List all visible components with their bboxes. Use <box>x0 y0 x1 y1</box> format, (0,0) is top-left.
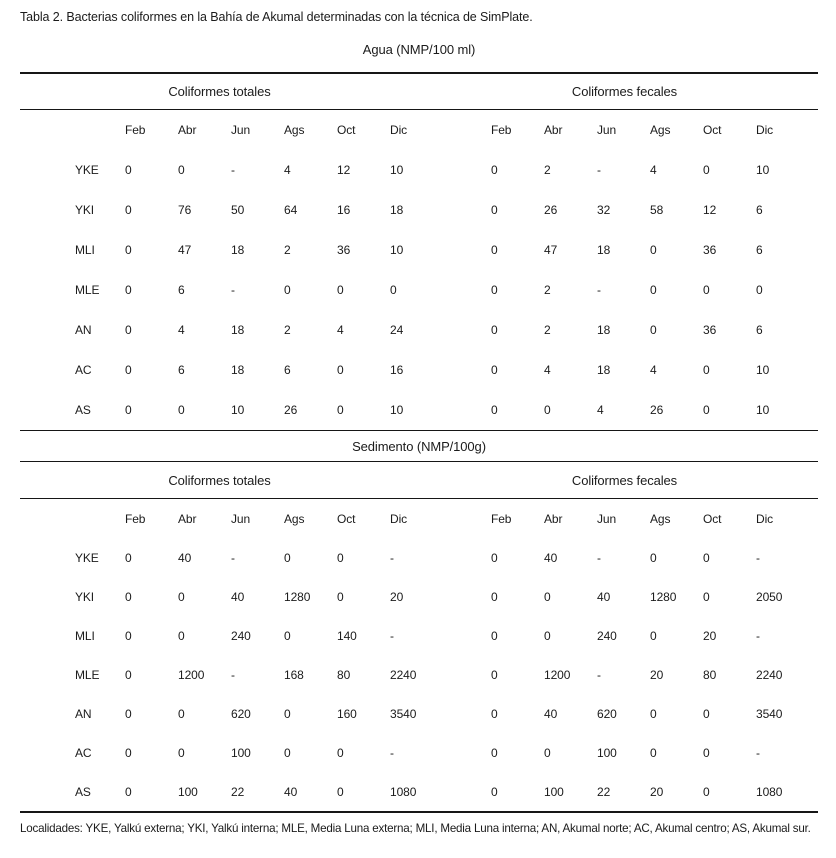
value-cell: 0 <box>650 243 657 257</box>
value-cell: 1080 <box>756 784 783 799</box>
value-cell: 2 <box>544 163 551 177</box>
value-cell: - <box>597 667 601 682</box>
value-cell: 18 <box>597 323 611 337</box>
value-cell: 22 <box>597 784 611 799</box>
month-header: Jun <box>597 123 617 137</box>
value-cell: 6 <box>756 323 763 337</box>
value-cell: 2 <box>544 283 551 297</box>
value-cell: 40 <box>544 550 558 565</box>
value-cell: 2 <box>284 243 291 257</box>
month-header: Ags <box>650 123 671 137</box>
value-cell: - <box>390 550 394 565</box>
value-cell: 0 <box>703 403 710 417</box>
value-cell: - <box>756 745 760 760</box>
site-label: YKE <box>75 550 99 565</box>
group-header-row <box>20 74 818 109</box>
value-cell: 0 <box>703 745 710 760</box>
site-label: AS <box>75 784 91 799</box>
value-cell: 160 <box>337 706 357 721</box>
table-row <box>20 390 809 430</box>
value-cell: 0 <box>650 550 657 565</box>
value-cell: 10 <box>756 403 770 417</box>
value-cell: 10 <box>390 403 404 417</box>
table-row <box>20 310 809 350</box>
value-cell: 0 <box>544 589 551 604</box>
value-cell: 24 <box>390 323 404 337</box>
month-header: Ags <box>284 123 305 137</box>
value-cell: 4 <box>178 323 185 337</box>
value-cell: 18 <box>390 203 404 217</box>
value-cell: - <box>597 283 601 297</box>
value-cell: 100 <box>178 784 198 799</box>
value-cell: 20 <box>390 589 404 604</box>
value-cell: 0 <box>544 628 551 643</box>
value-cell: 0 <box>491 163 498 177</box>
value-cell: 0 <box>703 283 710 297</box>
value-cell: 1080 <box>390 784 417 799</box>
value-cell: 0 <box>337 403 344 417</box>
month-header: Abr <box>544 123 563 137</box>
value-cell: 0 <box>544 745 551 760</box>
table-row <box>20 350 809 390</box>
value-cell: 4 <box>650 363 657 377</box>
month-header: Abr <box>178 511 197 526</box>
value-cell: 47 <box>544 243 558 257</box>
site-label: YKI <box>75 589 95 604</box>
value-cell: 0 <box>491 706 498 721</box>
value-cell: 40 <box>231 589 245 604</box>
value-cell: 18 <box>231 323 245 337</box>
section-agua <box>20 32 818 431</box>
value-cell: 0 <box>284 745 291 760</box>
value-cell: 100 <box>231 745 251 760</box>
value-cell: 0 <box>284 706 291 721</box>
site-label: MLI <box>75 628 95 643</box>
value-cell: 18 <box>597 243 611 257</box>
corner-cell <box>20 110 125 150</box>
value-cell: 240 <box>231 628 251 643</box>
month-header: Oct <box>703 511 722 526</box>
table-row <box>20 733 809 772</box>
value-cell: 0 <box>125 323 132 337</box>
value-cell: 0 <box>491 243 498 257</box>
site-label: MLE <box>75 667 100 682</box>
site-label: AS <box>75 403 91 417</box>
value-cell: 26 <box>650 403 664 417</box>
value-cell: - <box>231 550 235 565</box>
value-cell: 0 <box>756 283 763 297</box>
value-cell: 0 <box>703 363 710 377</box>
section-sedimento <box>20 431 818 813</box>
group-header-row <box>20 462 818 498</box>
month-header: Ags <box>650 511 671 526</box>
value-cell: 0 <box>703 784 710 799</box>
value-cell: 10 <box>231 403 245 417</box>
value-cell: 18 <box>597 363 611 377</box>
value-cell: 36 <box>337 243 351 257</box>
month-header: Dic <box>756 123 774 137</box>
value-cell: 0 <box>650 745 657 760</box>
month-header: Feb <box>125 511 146 526</box>
value-cell: 0 <box>650 283 657 297</box>
value-cell: 0 <box>125 628 132 643</box>
data-table-sedimento <box>20 499 809 811</box>
value-cell: - <box>231 283 235 297</box>
value-cell: 0 <box>125 589 132 604</box>
table-caption: Tabla 2. Bacterias coliformes en la Bahía de Akumal determinadas con la técnica de SimPlate. <box>20 10 533 24</box>
value-cell: 100 <box>544 784 564 799</box>
table-row <box>20 616 809 655</box>
value-cell: 0 <box>178 706 185 721</box>
value-cell: 2240 <box>756 667 783 682</box>
value-cell: 36 <box>703 323 717 337</box>
value-cell: 0 <box>284 550 291 565</box>
value-cell: 20 <box>650 667 664 682</box>
value-cell: 0 <box>390 283 397 297</box>
group-header-totales: Coliformes totales <box>168 84 271 99</box>
site-label: MLI <box>75 243 95 257</box>
value-cell: 168 <box>284 667 304 682</box>
value-cell: 4 <box>544 363 551 377</box>
value-cell: 1280 <box>650 589 677 604</box>
month-header: Feb <box>491 123 512 137</box>
value-cell: 6 <box>284 363 291 377</box>
value-cell: 36 <box>703 243 717 257</box>
value-cell: 40 <box>597 589 611 604</box>
value-cell: 0 <box>491 589 498 604</box>
value-cell: 26 <box>284 403 298 417</box>
value-cell: 2 <box>284 323 291 337</box>
value-cell: 0 <box>337 550 344 565</box>
value-cell: 0 <box>491 283 498 297</box>
table-row <box>20 655 809 694</box>
month-header: Oct <box>703 123 722 137</box>
value-cell: 0 <box>491 784 498 799</box>
value-cell: 2240 <box>390 667 417 682</box>
value-cell: 0 <box>125 667 132 682</box>
site-label: AN <box>75 706 92 721</box>
value-cell: 0 <box>178 403 185 417</box>
value-cell: 0 <box>650 628 657 643</box>
value-cell: 0 <box>703 163 710 177</box>
table-row <box>20 538 809 577</box>
value-cell: 0 <box>337 363 344 377</box>
value-cell: 0 <box>544 403 551 417</box>
value-cell: 10 <box>756 363 770 377</box>
value-cell: 0 <box>491 550 498 565</box>
value-cell: 64 <box>284 203 298 217</box>
value-cell: 1200 <box>178 667 205 682</box>
value-cell: 140 <box>337 628 357 643</box>
value-cell: 0 <box>337 283 344 297</box>
value-cell: 22 <box>231 784 245 799</box>
value-cell: - <box>756 628 760 643</box>
value-cell: 50 <box>231 203 245 217</box>
value-cell: 0 <box>703 550 710 565</box>
value-cell: 0 <box>125 243 132 257</box>
value-cell: 0 <box>178 745 185 760</box>
value-cell: 2 <box>544 323 551 337</box>
month-header: Jun <box>597 511 617 526</box>
value-cell: 0 <box>650 323 657 337</box>
value-cell: 3540 <box>390 706 417 721</box>
value-cell: 0 <box>284 283 291 297</box>
value-cell: 10 <box>756 163 770 177</box>
value-cell: 4 <box>284 163 291 177</box>
footnote-localities: Localidades: YKE, Yalkú externa; YKI, Yalkú interna; MLE, Media Luna externa; MLI, Media Luna interna; AN, Akumal norte; AC, Akumal centro; AS, Akumal sur. <box>20 822 811 835</box>
value-cell: 0 <box>650 706 657 721</box>
site-label: YKI <box>75 203 95 217</box>
table-row <box>20 772 809 811</box>
value-cell: 0 <box>125 163 132 177</box>
value-cell: 620 <box>597 706 617 721</box>
month-header: Abr <box>544 511 563 526</box>
value-cell: - <box>756 550 760 565</box>
value-cell: 1280 <box>284 589 311 604</box>
value-cell: 40 <box>284 784 298 799</box>
value-cell: 0 <box>703 706 710 721</box>
value-cell: 0 <box>125 706 132 721</box>
value-cell: 0 <box>125 363 132 377</box>
value-cell: 240 <box>597 628 617 643</box>
value-cell: 10 <box>390 243 404 257</box>
value-cell: 0 <box>125 203 132 217</box>
value-cell: - <box>390 628 394 643</box>
value-cell: 0 <box>491 363 498 377</box>
value-cell: 1200 <box>544 667 571 682</box>
value-cell: - <box>597 550 601 565</box>
value-cell: 620 <box>231 706 251 721</box>
corner-cell <box>20 499 125 538</box>
value-cell: 58 <box>650 203 664 217</box>
value-cell: 0 <box>125 745 132 760</box>
value-cell: 20 <box>650 784 664 799</box>
site-label: AN <box>75 323 92 337</box>
value-cell: 40 <box>544 706 558 721</box>
value-cell: 0 <box>125 283 132 297</box>
value-cell: 0 <box>125 784 132 799</box>
month-header: Dic <box>390 123 408 137</box>
month-header: Oct <box>337 123 356 137</box>
value-cell: 0 <box>491 403 498 417</box>
value-cell: 0 <box>337 589 344 604</box>
value-cell: 4 <box>650 163 657 177</box>
month-header-row <box>20 110 809 150</box>
value-cell: 16 <box>337 203 351 217</box>
value-cell: 6 <box>178 363 185 377</box>
value-cell: 0 <box>178 163 185 177</box>
month-header: Ags <box>284 511 305 526</box>
data-table-agua <box>20 110 809 430</box>
value-cell: 6 <box>756 203 763 217</box>
value-cell: 12 <box>337 163 351 177</box>
month-header: Dic <box>756 511 774 526</box>
month-header: Abr <box>178 123 197 137</box>
value-cell: 40 <box>178 550 192 565</box>
value-cell: 0 <box>491 667 498 682</box>
value-cell: 80 <box>337 667 351 682</box>
site-label: MLE <box>75 283 100 297</box>
value-cell: 18 <box>231 363 245 377</box>
value-cell: 18 <box>231 243 245 257</box>
value-cell: 12 <box>703 203 717 217</box>
value-cell: 2050 <box>756 589 783 604</box>
table-row <box>20 190 809 230</box>
month-header: Feb <box>491 511 512 526</box>
value-cell: 3540 <box>756 706 783 721</box>
table-row <box>20 694 809 733</box>
table-row <box>20 230 809 270</box>
value-cell: 0 <box>491 323 498 337</box>
value-cell: 20 <box>703 628 717 643</box>
value-cell: 10 <box>390 163 404 177</box>
value-cell: 32 <box>597 203 611 217</box>
value-cell: 0 <box>178 628 185 643</box>
table-row <box>20 577 809 616</box>
month-header-row <box>20 499 809 538</box>
table-row <box>20 150 809 190</box>
value-cell: 0 <box>491 628 498 643</box>
value-cell: 0 <box>178 589 185 604</box>
month-header: Jun <box>231 511 251 526</box>
value-cell: 0 <box>491 203 498 217</box>
group-header-fecales: Coliformes fecales <box>571 472 678 488</box>
value-cell: - <box>231 667 235 682</box>
value-cell: - <box>390 745 394 760</box>
value-cell: 6 <box>178 283 185 297</box>
value-cell: 0 <box>284 628 291 643</box>
value-cell: 0 <box>337 784 344 799</box>
value-cell: 4 <box>337 323 344 337</box>
value-cell: 4 <box>597 403 604 417</box>
value-cell: 80 <box>703 667 717 682</box>
value-cell: - <box>597 163 601 177</box>
site-label: YKE <box>75 163 99 177</box>
table-row <box>20 270 809 310</box>
month-header: Dic <box>390 511 408 526</box>
value-cell: 0 <box>125 403 132 417</box>
group-header-totales: Coliformes totales <box>168 472 271 488</box>
value-cell: 0 <box>125 550 132 565</box>
value-cell: 16 <box>390 363 404 377</box>
month-header: Jun <box>231 123 251 137</box>
value-cell: 47 <box>178 243 192 257</box>
section-agua-title: Agua (NMP/100 ml) <box>362 41 476 57</box>
value-cell: 76 <box>178 203 192 217</box>
site-label: AC <box>75 363 92 377</box>
value-cell: 0 <box>703 589 710 604</box>
value-cell: 0 <box>337 745 344 760</box>
value-cell: 26 <box>544 203 558 217</box>
value-cell: 0 <box>491 745 498 760</box>
value-cell: 100 <box>597 745 617 760</box>
section-sedimento-title: Sedimento (NMP/100g) <box>352 438 486 454</box>
site-label: AC <box>75 745 92 760</box>
value-cell: - <box>231 163 235 177</box>
value-cell: 6 <box>756 243 763 257</box>
month-header: Feb <box>125 123 146 137</box>
group-header-fecales: Coliformes fecales <box>571 84 678 99</box>
month-header: Oct <box>337 511 356 526</box>
